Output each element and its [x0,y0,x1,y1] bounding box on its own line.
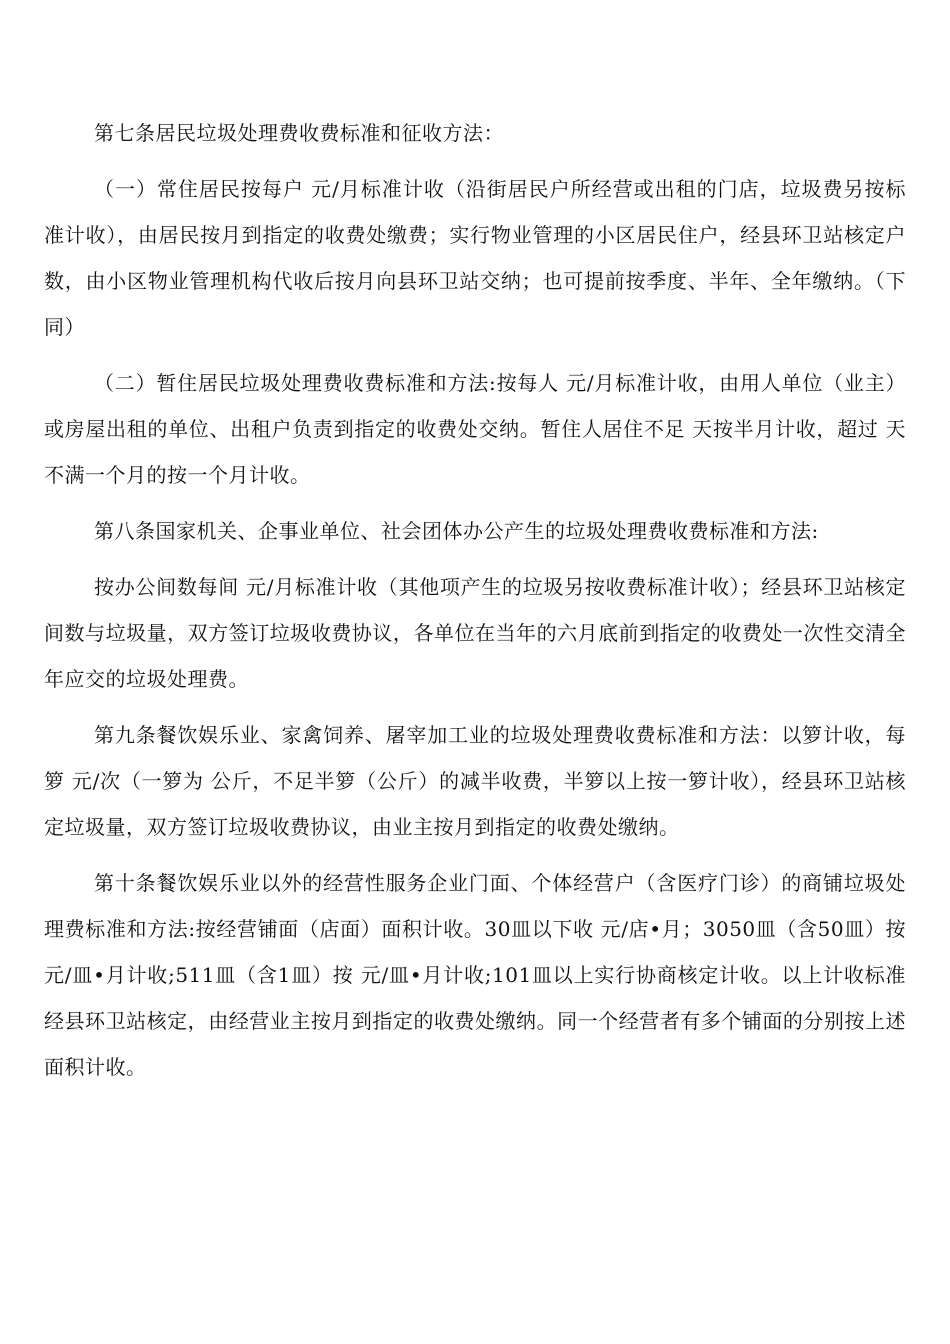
article-9-body: 第九条餐饮娱乐业、家禽饲养、屠宰加工业的垃圾处理费收费标准和方法：以箩计收，每箩 元/次（一箩为 公斤，不足半箩（公斤）的减半收费，半箩以上按一箩计收），经县环卫站核定垃圾量，双方签订垃圾收费协议，由业主按月到指定的收费处缴纳。 [44,723,906,839]
document-body [44,110,906,1100]
article-10-body: 第十条餐饮娱乐业以外的经营性服务企业门面、个体经营户（含医疗门诊）的商铺垃圾处理费标准和方法:按经营铺面（店面）面积计收。30皿以下收 元/店•月；3050皿（含50皿）按 元/皿•月计收;511皿（含1皿）按 元/皿•月计收;101皿以上实行协商核定计收。以上计收标准经县环卫站核定，由经营业主按月到指定的收费处缴纳。同一个经营者有多个铺面的分别按上述面积计收。 [44,871,906,1079]
article-8-heading: 第八条国家机关、企事业单位、社会团体办公产生的垃圾处理费收费标准和方法: [94,519,819,543]
article-7-heading: 第七条居民垃圾处理费收费标准和征收方法： [94,121,504,145]
article-7-clause-1: （一）常住居民按每户 元/月标准计收（沿街居民户所经营或出租的门店，垃圾费另按标准计收），由居民按月到指定的收费处缴费；实行物业管理的小区居民住户，经县环卫站核定户数，由小区物业管理机构代收后按月向县环卫站交纳；也可提前按季度、半年、全年缴纳。（下同） [44,177,906,339]
article-7-clause-2: （二）暂住居民垃圾处理费收费标准和方法:按每人 元/月标准计收，由用人单位（业主）或房屋出租的单位、出租户负责到指定的收费处交纳。暂住人居住不足 天按半月计收，超过 天不满一个月的按一个月计收。 [44,371,906,487]
article-8-body: 按办公间数每间 元/月标准计收（其他项产生的垃圾另按收费标准计收）；经县环卫站核定间数与垃圾量，双方签订垃圾收费协议，各单位在当年的六月底前到指定的收费处一次性交清全年应交的垃圾处理费。 [44,575,906,691]
